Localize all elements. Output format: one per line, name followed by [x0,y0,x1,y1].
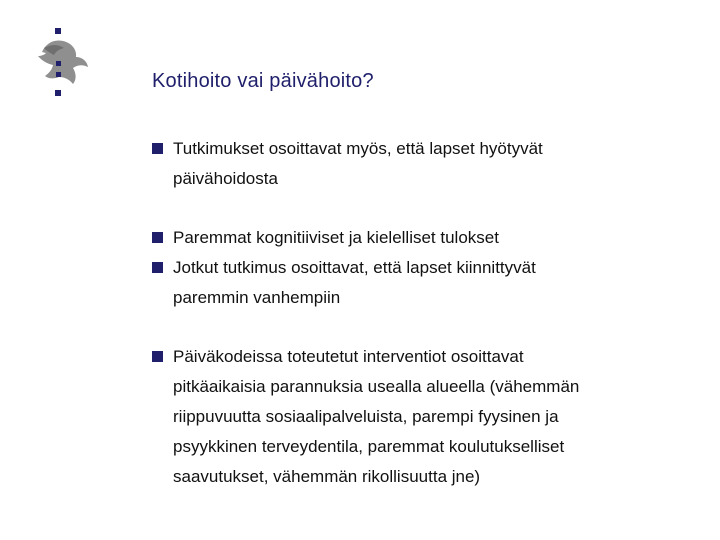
bullet-item [151,134,691,194]
university-logo-icon [24,26,92,98]
bullet-line: psyykkinen terveydentila, paremmat koulutukselliset [173,437,565,456]
bullet-item [151,253,691,313]
bullet-line: Paremmat kognitiiviset ja kielelliset tulokset [173,228,499,247]
bullet-line: Jotkut tutkimus osoittavat, että lapset kiinnittyvät [173,258,536,277]
bullet-line: Päiväkodeissa toteutetut interventiot osoittavat [173,347,524,366]
bullet-item [151,342,691,492]
bullet-line: paremmin vanhempiin [173,288,341,307]
spacer [151,313,691,342]
slide-title: Kotihoito vai päivähoito? [152,70,374,92]
bullet-line: Tutkimukset osoittavat myös, että lapset hyötyvät [173,139,543,158]
bullet-line: pitkäaikaisia parannuksia usealla alueella (vähemmän [173,377,580,396]
bullet-line: päivähoidosta [173,169,278,188]
square-bullet-icon [152,143,163,154]
square-bullet-icon [152,262,163,273]
bullet-line: riippuvuutta sosiaalipalveluista, parempi fyysinen ja [173,407,559,426]
square-bullet-icon [152,351,163,362]
square-bullet-icon [152,232,163,243]
spacer [151,194,691,223]
bullet-list [151,134,691,492]
bullet-item [151,223,691,253]
bullet-line: saavutukset, vähemmän rikollisuutta jne) [173,467,481,486]
